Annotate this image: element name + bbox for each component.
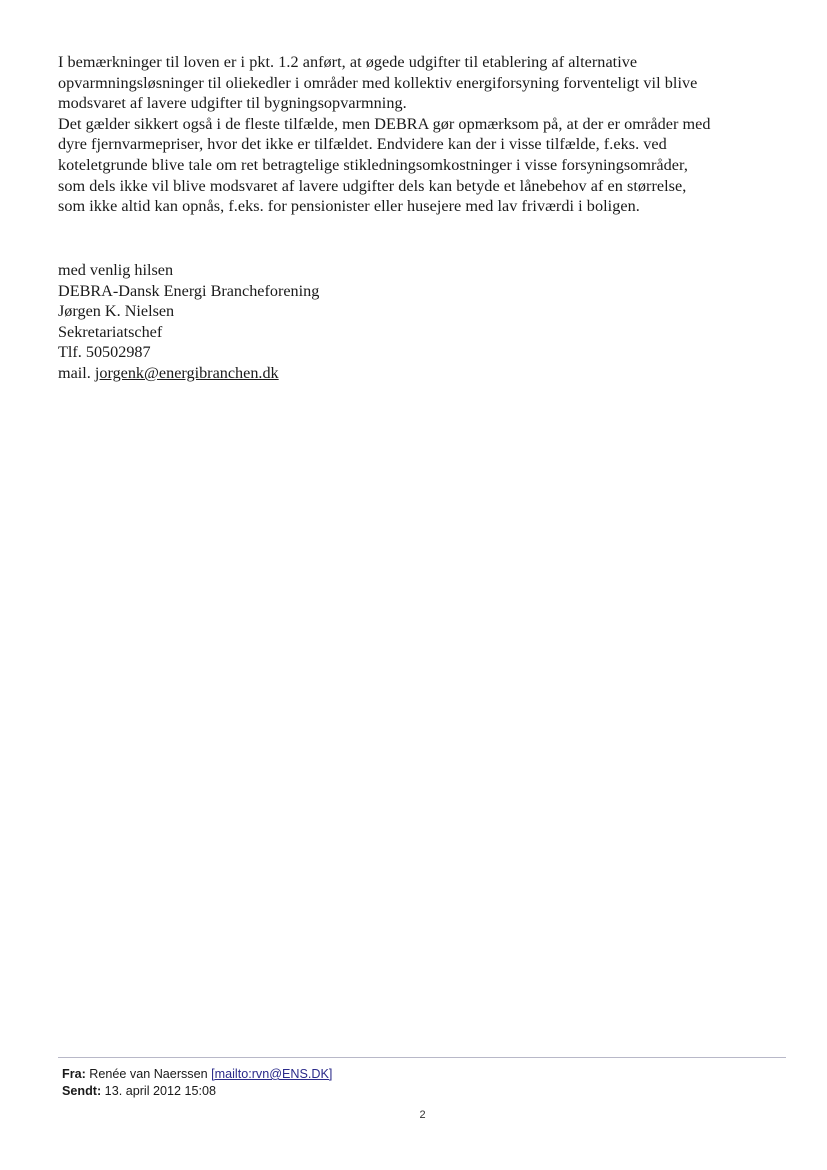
from-name: Renée van Naerssen bbox=[85, 1067, 212, 1081]
paragraph-line: dyre fjernvarmepriser, hvor det ikke er tilfældet. Endvidere kan der i visse tilfælde, f.eks. ved bbox=[58, 135, 667, 154]
paragraph-line: Det gælder sikkert også i de fleste tilfælde, men DEBRA gør opmærksom på, at der er områder med bbox=[58, 114, 711, 133]
signature-block bbox=[58, 260, 319, 384]
page-number: 2 bbox=[419, 1109, 426, 1121]
greeting: med venlig hilsen bbox=[58, 261, 174, 279]
paragraph-line: modsvaret af lavere udgifter til bygningsopvarmning. bbox=[58, 94, 407, 113]
signer-name: Jørgen K. Nielsen bbox=[58, 302, 175, 321]
sent-row bbox=[62, 1083, 332, 1100]
from-mailto-link[interactable]: [mailto:rvn@ENS.DK] bbox=[211, 1067, 333, 1081]
sent-value: 13. april 2012 15:08 bbox=[101, 1084, 217, 1098]
mail-line bbox=[58, 363, 319, 384]
signer-title: Sekretariatschef bbox=[58, 322, 163, 341]
forwarded-email-header bbox=[62, 1066, 332, 1100]
from-label: Fra: bbox=[62, 1067, 86, 1081]
paragraph-line: I bemærkninger til loven er i pkt. 1.2 anført, at øgede udgifter til etablering af alternative bbox=[58, 53, 638, 71]
email-link[interactable]: jorgenk@energibranchen.dk bbox=[94, 363, 279, 382]
paragraph-line: som dels ikke vil blive modsvaret af lavere udgifter dels kan betyde et lånebehov af en størrelse, bbox=[58, 176, 687, 195]
phone-number: Tlf. 50502987 bbox=[58, 343, 151, 362]
organization-name: DEBRA-Dansk Energi Brancheforening bbox=[58, 281, 320, 300]
body-paragraph bbox=[58, 52, 778, 217]
paragraph-line: som ikke altid kan opnås, f.eks. for pensionister eller husejere med lav friværdi i boligen. bbox=[58, 197, 640, 216]
from-row bbox=[62, 1066, 332, 1083]
email-divider bbox=[58, 1057, 786, 1058]
sent-label: Sendt: bbox=[62, 1084, 102, 1098]
mail-prefix: mail. bbox=[58, 363, 95, 382]
paragraph-line: koteletgrunde blive tale om ret betragtelige stikledningsomkostninger i visse forsyningsområder, bbox=[58, 155, 688, 174]
paragraph-line: opvarmningsløsninger til oliekedler i områder med kollektiv energiforsyning forventeligt vil blive bbox=[58, 73, 698, 92]
